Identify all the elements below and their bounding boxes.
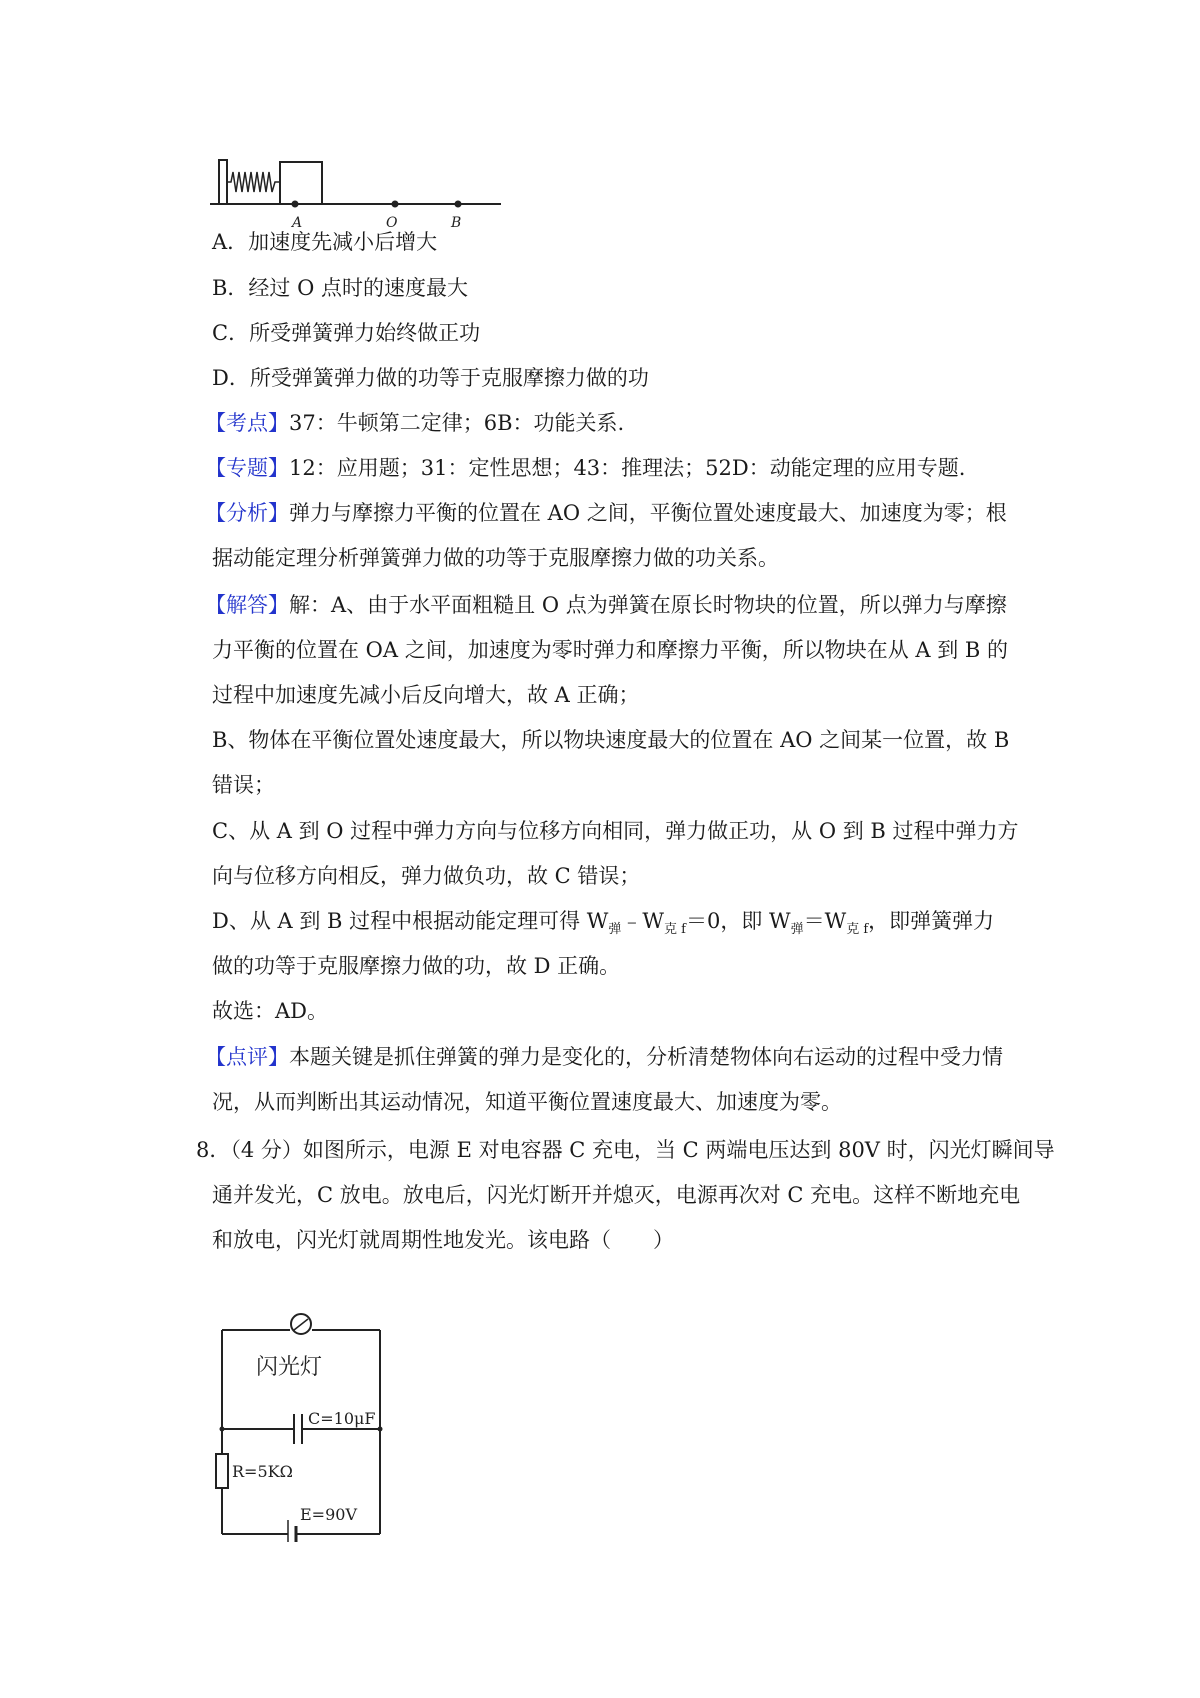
dianping-tag: 【点评】 xyxy=(205,1045,289,1069)
block xyxy=(280,162,322,204)
jieda-line-1 xyxy=(205,590,1007,620)
option-b: B．经过 O 点时的速度最大 xyxy=(212,276,468,300)
spring-block-diagram xyxy=(205,150,505,232)
jieda-d-line-2: 做的功等于克服摩擦力做的功，故 D 正确。 xyxy=(212,954,621,978)
label-a: A xyxy=(292,215,303,231)
label-o: O xyxy=(386,215,398,231)
capacitor-label: C=10μF xyxy=(308,1409,376,1428)
jieda-d-text-b: ﹣W xyxy=(621,909,665,933)
dianping-line-1 xyxy=(205,1042,1003,1072)
kaodian-text: 37：牛顿第二定律；6B：功能关系. xyxy=(289,411,625,435)
jieda-d-line-1 xyxy=(212,906,994,940)
jieda-text-1: 解：A、由于水平面粗糙且 O 点为弹簧在原长时物块的位置，所以弹力与摩擦 xyxy=(289,593,1007,617)
point-b xyxy=(455,201,462,208)
dianping-line-2: 况，从而判断出其运动情况，知道平衡位置速度最大、加速度为零。 xyxy=(212,1090,842,1114)
jieda-d-text-e: ，即弹簧弹力 xyxy=(868,909,995,933)
fenxi-text-1: 弹力与摩擦力平衡的位置在 AO 之间，平衡位置处速度最大、加速度为零；根 xyxy=(289,501,1007,525)
option-a: A．加速度先减小后增大 xyxy=(212,230,438,254)
question8-line-2: 通并发光，C 放电。放电后，闪光灯断开并熄灭，电源再次对 C 充电。这样不断地充电 xyxy=(212,1183,1021,1207)
subscript-tan-2: 弹 xyxy=(790,922,804,937)
point-o xyxy=(392,201,399,208)
lamp-label: 闪光灯 xyxy=(256,1355,323,1380)
subscript-kef-1: 克 f xyxy=(664,922,686,937)
jieda-tag: 【解答】 xyxy=(205,593,289,617)
jieda-d-text-d: ＝W xyxy=(803,909,847,933)
spring xyxy=(227,172,280,192)
circuit-diagram xyxy=(200,1302,400,1542)
jieda-d-text-c: ＝0，即 W xyxy=(685,909,791,933)
zhuanti-tag: 【专题】 xyxy=(205,456,289,480)
resistor-label: R=5KΩ xyxy=(232,1462,293,1481)
option-d: D．所受弹簧弹力做的功等于克服摩擦力做的功 xyxy=(212,366,649,390)
label-b: B xyxy=(451,215,462,231)
jieda-c-line-1: C、从 A 到 O 过程中弹力方向与位移方向相同，弹力做正功，从 O 到 B 过程中弹力方 xyxy=(212,819,1019,843)
point-a xyxy=(292,201,299,208)
kaodian-tag: 【考点】 xyxy=(205,411,289,435)
zhuanti-text: 12：应用题；31：定性思想；43：推理法；52D：动能定理的应用专题. xyxy=(289,456,966,480)
fenxi-line-2: 据动能定理分析弹簧弹力做的功等于克服摩擦力做的功关系。 xyxy=(212,546,779,570)
jieda-b-line-2: 错误； xyxy=(212,773,275,797)
jieda-line-3: 过程中加速度先减小后反向增大，故 A 正确； xyxy=(212,683,640,707)
fenxi-tag: 【分析】 xyxy=(205,501,289,525)
jieda-c-line-2: 向与位移方向相反，弹力做负功，故 C 错误； xyxy=(212,864,641,888)
zhuanti-line xyxy=(205,453,965,483)
jieda-line-2: 力平衡的位置在 OA 之间，加速度为零时弹力和摩擦力平衡，所以物块在从 A 到 B 的 xyxy=(212,638,1009,662)
kaodian-line xyxy=(205,408,624,438)
subscript-kef-2: 克 f xyxy=(846,922,869,937)
battery-label: E=90V xyxy=(300,1505,357,1524)
question8-line-1: 8．（4 分）如图所示，电源 E 对电容器 C 充电，当 C 两端电压达到 80V 时，闪光灯瞬间导 xyxy=(196,1138,1055,1162)
subscript-tan-1: 弹 xyxy=(608,922,622,937)
jieda-b-line-1: B、物体在平衡位置处速度最大，所以物块速度最大的位置在 AO 之间某一位置，故 B xyxy=(212,728,1010,752)
wall xyxy=(219,160,227,204)
jieda-d-text-a: D、从 A 到 B 过程中根据动能定理可得 W xyxy=(212,909,609,933)
question8-line-3: 和放电，闪光灯就周期性地发光。该电路（ ） xyxy=(212,1228,674,1252)
jieda-choice: 故选：AD。 xyxy=(212,999,329,1023)
resistor-symbol xyxy=(216,1454,228,1488)
dianping-text-1: 本题关键是抓住弹簧的弹力是变化的，分析清楚物体向右运动的过程中受力情 xyxy=(289,1045,1003,1069)
option-c: C．所受弹簧弹力始终做正功 xyxy=(212,321,481,345)
fenxi-line-1 xyxy=(205,498,1007,528)
